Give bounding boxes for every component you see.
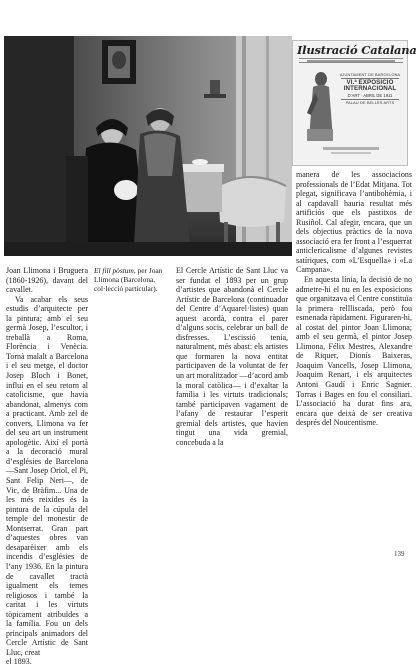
- article-column-2: [296, 170, 412, 428]
- cover-subline-rule: [299, 58, 403, 63]
- cover-exhibition-poster: [337, 73, 403, 139]
- poster-title-line-2: INTERNACIONAL: [343, 85, 397, 93]
- main-photograph: [4, 36, 292, 256]
- magazine-cover: [292, 40, 417, 166]
- cover-footer-line: [323, 147, 379, 150]
- poster-venue: PALAU DE BELLES ARTS: [345, 101, 395, 106]
- caption-text: , per Joan Llimona (Barcelona, col·lecció particular).: [94, 266, 163, 294]
- biography-body: Va acabar els seus estudis d’arquitecte per la pintura; amb el seu germà Josep, l’escultor, i treballà a Roma, Florència i Venècia. Tornà malalt a Barcelona i el seu metge, el doctor Josep Bloch i Bonet, influí en el seu retorn al catolicisme, que havia abandonat, almenys com a practicant. Amb zel de convers, Llimona va fer del seu art un instrument apologètic. Així el portà a la decoració mural d’esglésies de Barcelona —Sant Josep Oriol, el Pi, Sant Felip Neri—, de Vic, de Bràfim... Una de les més reixides és la pintura de la cúpula del temple del monestir de Montserrat. Gran part d’aquestes obres van desaparèixer amb els incendis d’esglésies de l’any 1936. En la pintura de cavallet tractà igualment els temes religiosos i també la caritat i les virtuts tòpicament atribuïdes a la família. Fou un dels principals animadors del Cercle Artístic de Sant Lluc, creat: [6, 294, 88, 657]
- biography-column: [6, 266, 88, 667]
- biography-lead: Joan Llimona i Bruguera (1860-1926), davant del cavallet.: [6, 266, 88, 295]
- biography-end: el 1893.: [6, 657, 32, 667]
- caption-title: El fill pòstum: [94, 266, 134, 275]
- poster-rule-bottom: [341, 99, 399, 100]
- poster-title-line-3: D’ART · ABRIL DE 1911: [347, 92, 393, 98]
- page-number: 139: [394, 550, 405, 558]
- poster-organizer: AJUNTAMENT DE BARCELONA: [339, 73, 401, 77]
- cover-footer-line-2: [331, 152, 371, 154]
- article-paragraph-3: En aquesta línia, la decisió de no admetre-hi el nu en les exposicions que organitzava el Centre constituïa la primera rellliscada, però fou esmenada ràpidament. Figuraren-hi, al costat del pintor Joan Llimona; amb el seu germà, el pintor Josep Llimona, Félix Mestres, Alexandre de Riquer, Dionís Baixeras, Joaquim Vancells, Josep Llimona, Joaquim Renart, i els arquitectes Antoni Gaudí i Enric Sagnier. Torras i Bages en fou el consiliari. L’associació ha durat fins ara, encara que deixà de ser creativa després del Noucentisme.: [296, 275, 412, 428]
- cover-figure-illustration: [305, 69, 335, 143]
- article-paragraph-1: El Cercle Artístic de Sant Lluc va ser fundat el 1893 per un grup d’artistes que abandonà el Cercle Artístic de Barcelona (continuador del Centre d’Aquarel·listes) quan aquest acordà, contra el parer d’alguns socis, celebrar un ball de disfresses. L’escissió tenia, naturalment, més abast: els artistes que formaren la nova entitat participaven de la voluntat de fer un art moralitzador —d’acord amb la moral catòlica— i d’exaltar la família i les virtuts tradicionals; també participaven vagament de l’afany de restaurar l’esperit gremial dels artistes, que havien tingut una vida gremial, concebuda a la: [176, 266, 288, 447]
- article-paragraph-2: manera de les associacions professionals de l’Edat Mitjana. Tot plegat, significava l’antibohèmia, i al capdavall hauria resultat més artificiós que els pastitxos de Rusiñol. Cal afegir, encara, que un dels objectius pràctics de la nova associació era fer front a l’esquerrat anticlericalisme d’algunes revistes satíriques, com «L’Esquella» i «La Campana».: [296, 170, 412, 275]
- cover-masthead: Ilustració Catalana: [297, 43, 417, 57]
- photo-caption: [94, 266, 174, 294]
- poster-title-line-1: VI.ª EXPOSICIO: [346, 78, 394, 86]
- article-column-1: [176, 266, 288, 447]
